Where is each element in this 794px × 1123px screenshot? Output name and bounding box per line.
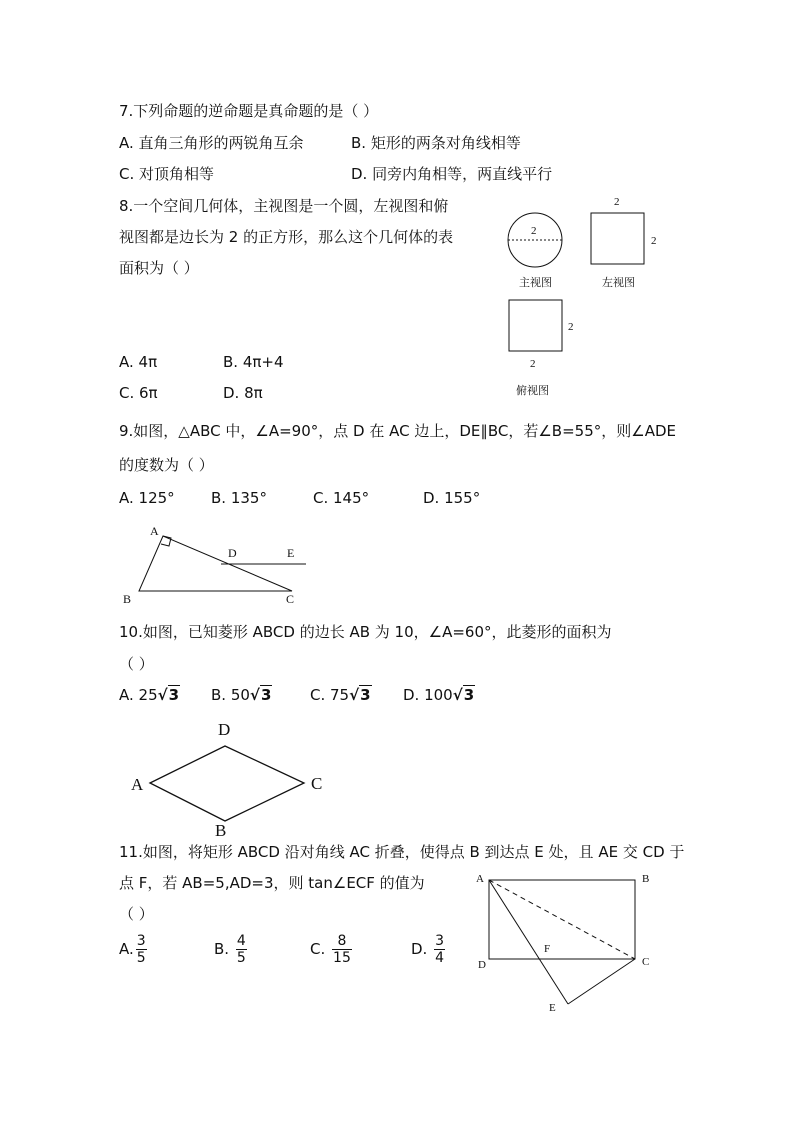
- q11-stem-line1: 11.如图，将矩形 ABCD 沿对角线 AC 折叠，使得点 B 到达点 E 处，且 AE 交 CD 于: [119, 843, 685, 861]
- front-view-dim: 2: [531, 225, 537, 237]
- q10-stem-line1: 10.如图，已知菱形 ABCD 的边长 AB 为 10，∠A=60°，此菱形的面积为: [119, 623, 612, 641]
- numerator: 8: [332, 933, 352, 950]
- q10-stem-line2: （ ）: [119, 655, 154, 673]
- label-c: C: [286, 592, 295, 606]
- q9-option-b: B. 135°: [211, 489, 267, 507]
- denominator: 5: [136, 950, 146, 966]
- label-b: B: [215, 821, 227, 840]
- label-a: A: [131, 775, 144, 794]
- label-f: F: [544, 943, 551, 955]
- q10-option-b-text: B. 50: [211, 686, 250, 704]
- fraction: [332, 933, 352, 966]
- radicand: 3: [463, 686, 475, 704]
- left-view-dim-right: 2: [651, 235, 657, 247]
- q7-option-d: D. 同旁内角相等，两直线平行: [351, 165, 553, 183]
- label-b: B: [642, 873, 650, 885]
- q9-stem-line2: 的度数为（ ）: [119, 456, 214, 474]
- q10-option-c-text: C. 75: [310, 686, 350, 704]
- q11-stem-line2: 点 F，若 AB=5,AD=3，则 tan∠ECF 的值为: [119, 874, 425, 892]
- q10-option-a-text: A. 25: [119, 686, 158, 704]
- q11-option-b: [214, 929, 247, 969]
- q9-option-c: C. 145°: [313, 489, 370, 507]
- q11-option-d-letter: D.: [411, 940, 428, 958]
- label-e: E: [549, 1002, 556, 1014]
- left-view-square: [591, 213, 644, 264]
- q9-triangle-figure: [115, 518, 320, 610]
- left-view-dim-top: 2: [614, 196, 620, 208]
- label-c: C: [311, 774, 323, 793]
- label-d: D: [478, 959, 486, 971]
- q7-option-c: C. 对顶角相等: [119, 165, 215, 183]
- denominator: 15: [333, 950, 351, 966]
- q9-option-a: A. 125°: [119, 489, 175, 507]
- q10-option-c: [310, 685, 372, 705]
- q8-option-c: C. 6π: [119, 384, 158, 402]
- q7-option-b: B. 矩形的两条对角线相等: [351, 134, 521, 152]
- q10-option-d: [403, 685, 475, 705]
- denominator: 4: [435, 950, 445, 966]
- q11-option-d: [411, 929, 445, 969]
- label-a: A: [476, 873, 484, 885]
- q11-stem-line3: （ ）: [119, 905, 154, 923]
- q11-fold-figure: [468, 865, 668, 1020]
- label-d: D: [228, 546, 237, 560]
- q8-option-b: B. 4π+4: [223, 353, 284, 371]
- q11-option-b-letter: B.: [214, 940, 230, 958]
- fraction: [136, 933, 147, 966]
- fraction: [434, 933, 445, 966]
- q10-option-b: [211, 685, 272, 705]
- q8-option-d: D. 8π: [223, 384, 263, 402]
- front-view-label: 主视图: [519, 277, 552, 289]
- q7-option-a: A. 直角三角形的两锐角互余: [119, 134, 304, 152]
- segment-ae: [489, 880, 568, 1004]
- radicand: 3: [168, 686, 180, 704]
- label-d: D: [218, 720, 231, 739]
- left-view-label: 左视图: [602, 277, 635, 289]
- top-view-label: 俯视图: [516, 385, 549, 397]
- fraction: [236, 933, 247, 966]
- q11-option-c: [310, 929, 352, 969]
- sqrt-sign: √3: [157, 686, 180, 704]
- label-b: B: [123, 592, 132, 606]
- label-a: A: [150, 524, 159, 538]
- numerator: 3: [136, 933, 146, 949]
- denominator: 5: [236, 950, 246, 966]
- sqrt-sign: √3: [349, 686, 371, 704]
- q9-option-d: D. 155°: [423, 489, 481, 507]
- q11-option-c-letter: C.: [310, 940, 326, 958]
- radicand: 3: [260, 686, 272, 704]
- q11-option-a: [119, 929, 147, 969]
- q8-stem-line3: 面积为（ ）: [119, 259, 199, 277]
- label-e: E: [287, 546, 295, 560]
- sqrt-sign: √3: [452, 686, 475, 704]
- radicand: 3: [360, 686, 371, 704]
- top-view-dim-bottom: 2: [530, 358, 536, 370]
- rhombus-abcd: [150, 746, 304, 821]
- top-view-square: [509, 300, 562, 351]
- diagonal-ac: [489, 880, 635, 959]
- top-view-dim-right: 2: [568, 321, 574, 333]
- q8-stem-line1: 8.一个空间几何体，主视图是一个圆，左视图和俯: [119, 197, 449, 215]
- q8-stem-line2: 视图都是边长为 2 的正方形，那么这个几何体的表: [119, 228, 454, 246]
- sqrt-sign: √3: [249, 686, 272, 704]
- q7-stem: 7.下列命题的逆命题是真命题的是（ ）: [119, 102, 379, 120]
- segment-ec: [568, 959, 635, 1004]
- q8-three-views-figure: [495, 188, 685, 403]
- numerator: 3: [435, 933, 445, 949]
- label-c: C: [642, 956, 650, 968]
- q10-option-a: [119, 685, 180, 705]
- q9-stem-line1: 9.如图，△ABC 中，∠A=90°，点 D 在 AC 边上，DE∥BC，若∠B=55°，则∠ADE: [119, 422, 676, 440]
- q11-option-a-letter: A.: [119, 940, 134, 958]
- q10-rhombus-figure: [125, 716, 335, 841]
- numerator: 4: [236, 933, 246, 949]
- q10-option-d-text: D. 100: [403, 686, 453, 704]
- q8-option-a: A. 4π: [119, 353, 158, 371]
